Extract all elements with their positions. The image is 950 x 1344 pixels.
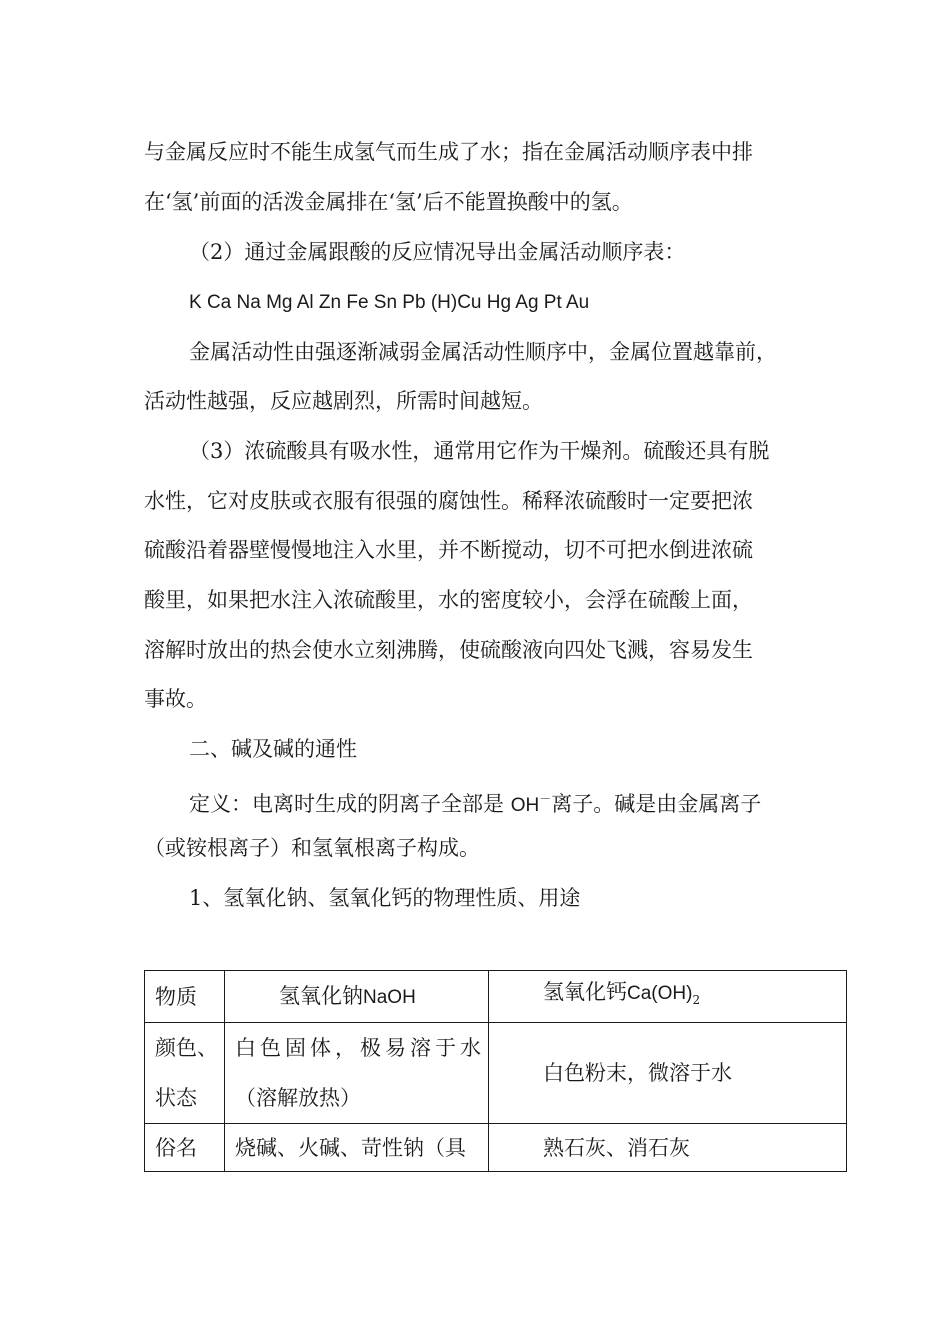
subsection-heading: 1、氢氧化钠、氢氧化钙的物理性质、用途: [189, 886, 581, 910]
paragraph-line: 活动性越强，反应越剧烈，所需时间越短。: [144, 389, 543, 413]
caoh2-name: 氢氧化钙: [543, 980, 627, 1005]
label-color-state: [145, 1023, 225, 1124]
header-caoh2: [489, 971, 847, 1023]
activity-series: K Ca Na Mg Al Zn Fe Sn Pb (H)Cu Hg Ag Pt Au: [189, 292, 590, 313]
paragraph-line: 与金属反应时不能生成氢气而生成了水；指在金属活动顺序表中排: [144, 140, 753, 164]
paragraph-line: 硫酸沿着器壁慢慢地注入水里，并不断搅动，切不可把水倒进浓硫: [144, 538, 753, 562]
label-common-name: 俗名: [145, 1124, 225, 1172]
caoh2-formula: Ca(OH): [627, 983, 693, 1005]
paragraph-line: 溶解时放出的热会使水立刻沸腾，使硫酸液向四处飞溅，容易发生: [144, 638, 753, 662]
label-line: 状态: [155, 1086, 197, 1110]
cell-line: 白色固体，极易溶于水: [235, 1036, 485, 1060]
naoh-formula: NaOH: [363, 986, 416, 1008]
header-substance: 物质: [145, 971, 225, 1023]
section-heading: 二、碱及碱的通性: [189, 737, 357, 761]
paragraph-line: 金属活动性由强逐渐减弱金属活动性顺序中，金属位置越靠前，: [189, 340, 777, 364]
table-header-row: [145, 971, 847, 1023]
hydroxide-ion: OH: [510, 795, 540, 816]
caoh2-subscript: 2: [692, 993, 701, 1008]
paragraph-line: 酸里，如果把水注入浓硫酸里，水的密度较小，会浮在硫酸上面，: [144, 588, 753, 612]
definition-prefix: 定义：电离时生成的阴离子全部是: [189, 792, 511, 816]
properties-table: [144, 970, 847, 1172]
cell-line: （溶解放热）: [235, 1086, 361, 1110]
naoh-color-state: [225, 1023, 489, 1124]
table-row: [145, 1023, 847, 1124]
definition-suffix: 离子。碱是由金属离子: [551, 792, 762, 816]
naoh-common-name: 烧碱、火碱、苛性钠（具: [225, 1124, 489, 1172]
definition-line: [189, 786, 761, 819]
label-line: 颜色、: [155, 1036, 218, 1060]
paragraph-line: （或铵根离子）和氢氧根离子构成。: [144, 836, 480, 860]
header-naoh: [225, 971, 489, 1023]
ion-charge: －: [539, 792, 552, 806]
caoh2-common-name: 熟石灰、消石灰: [489, 1124, 847, 1172]
paragraph-line: 水性，它对皮肤或衣服有很强的腐蚀性。稀释浓硫酸时一定要把浓: [144, 489, 753, 513]
paragraph-line: 在‘氢’前面的活泼金属排在‘氢’后不能置换酸中的氢。: [144, 190, 633, 214]
caoh2-color-state: 白色粉末，微溶于水: [489, 1023, 847, 1124]
paragraph-line: （2）通过金属跟酸的反应情况导出金属活动顺序表：: [189, 240, 686, 264]
paragraph-line: 事故。: [144, 687, 207, 711]
table-row: [145, 1124, 847, 1172]
naoh-name: 氢氧化钠: [279, 983, 363, 1008]
paragraph-line: （3）浓硫酸具有吸水性，通常用它作为干燥剂。硫酸还具有脱: [189, 439, 770, 463]
